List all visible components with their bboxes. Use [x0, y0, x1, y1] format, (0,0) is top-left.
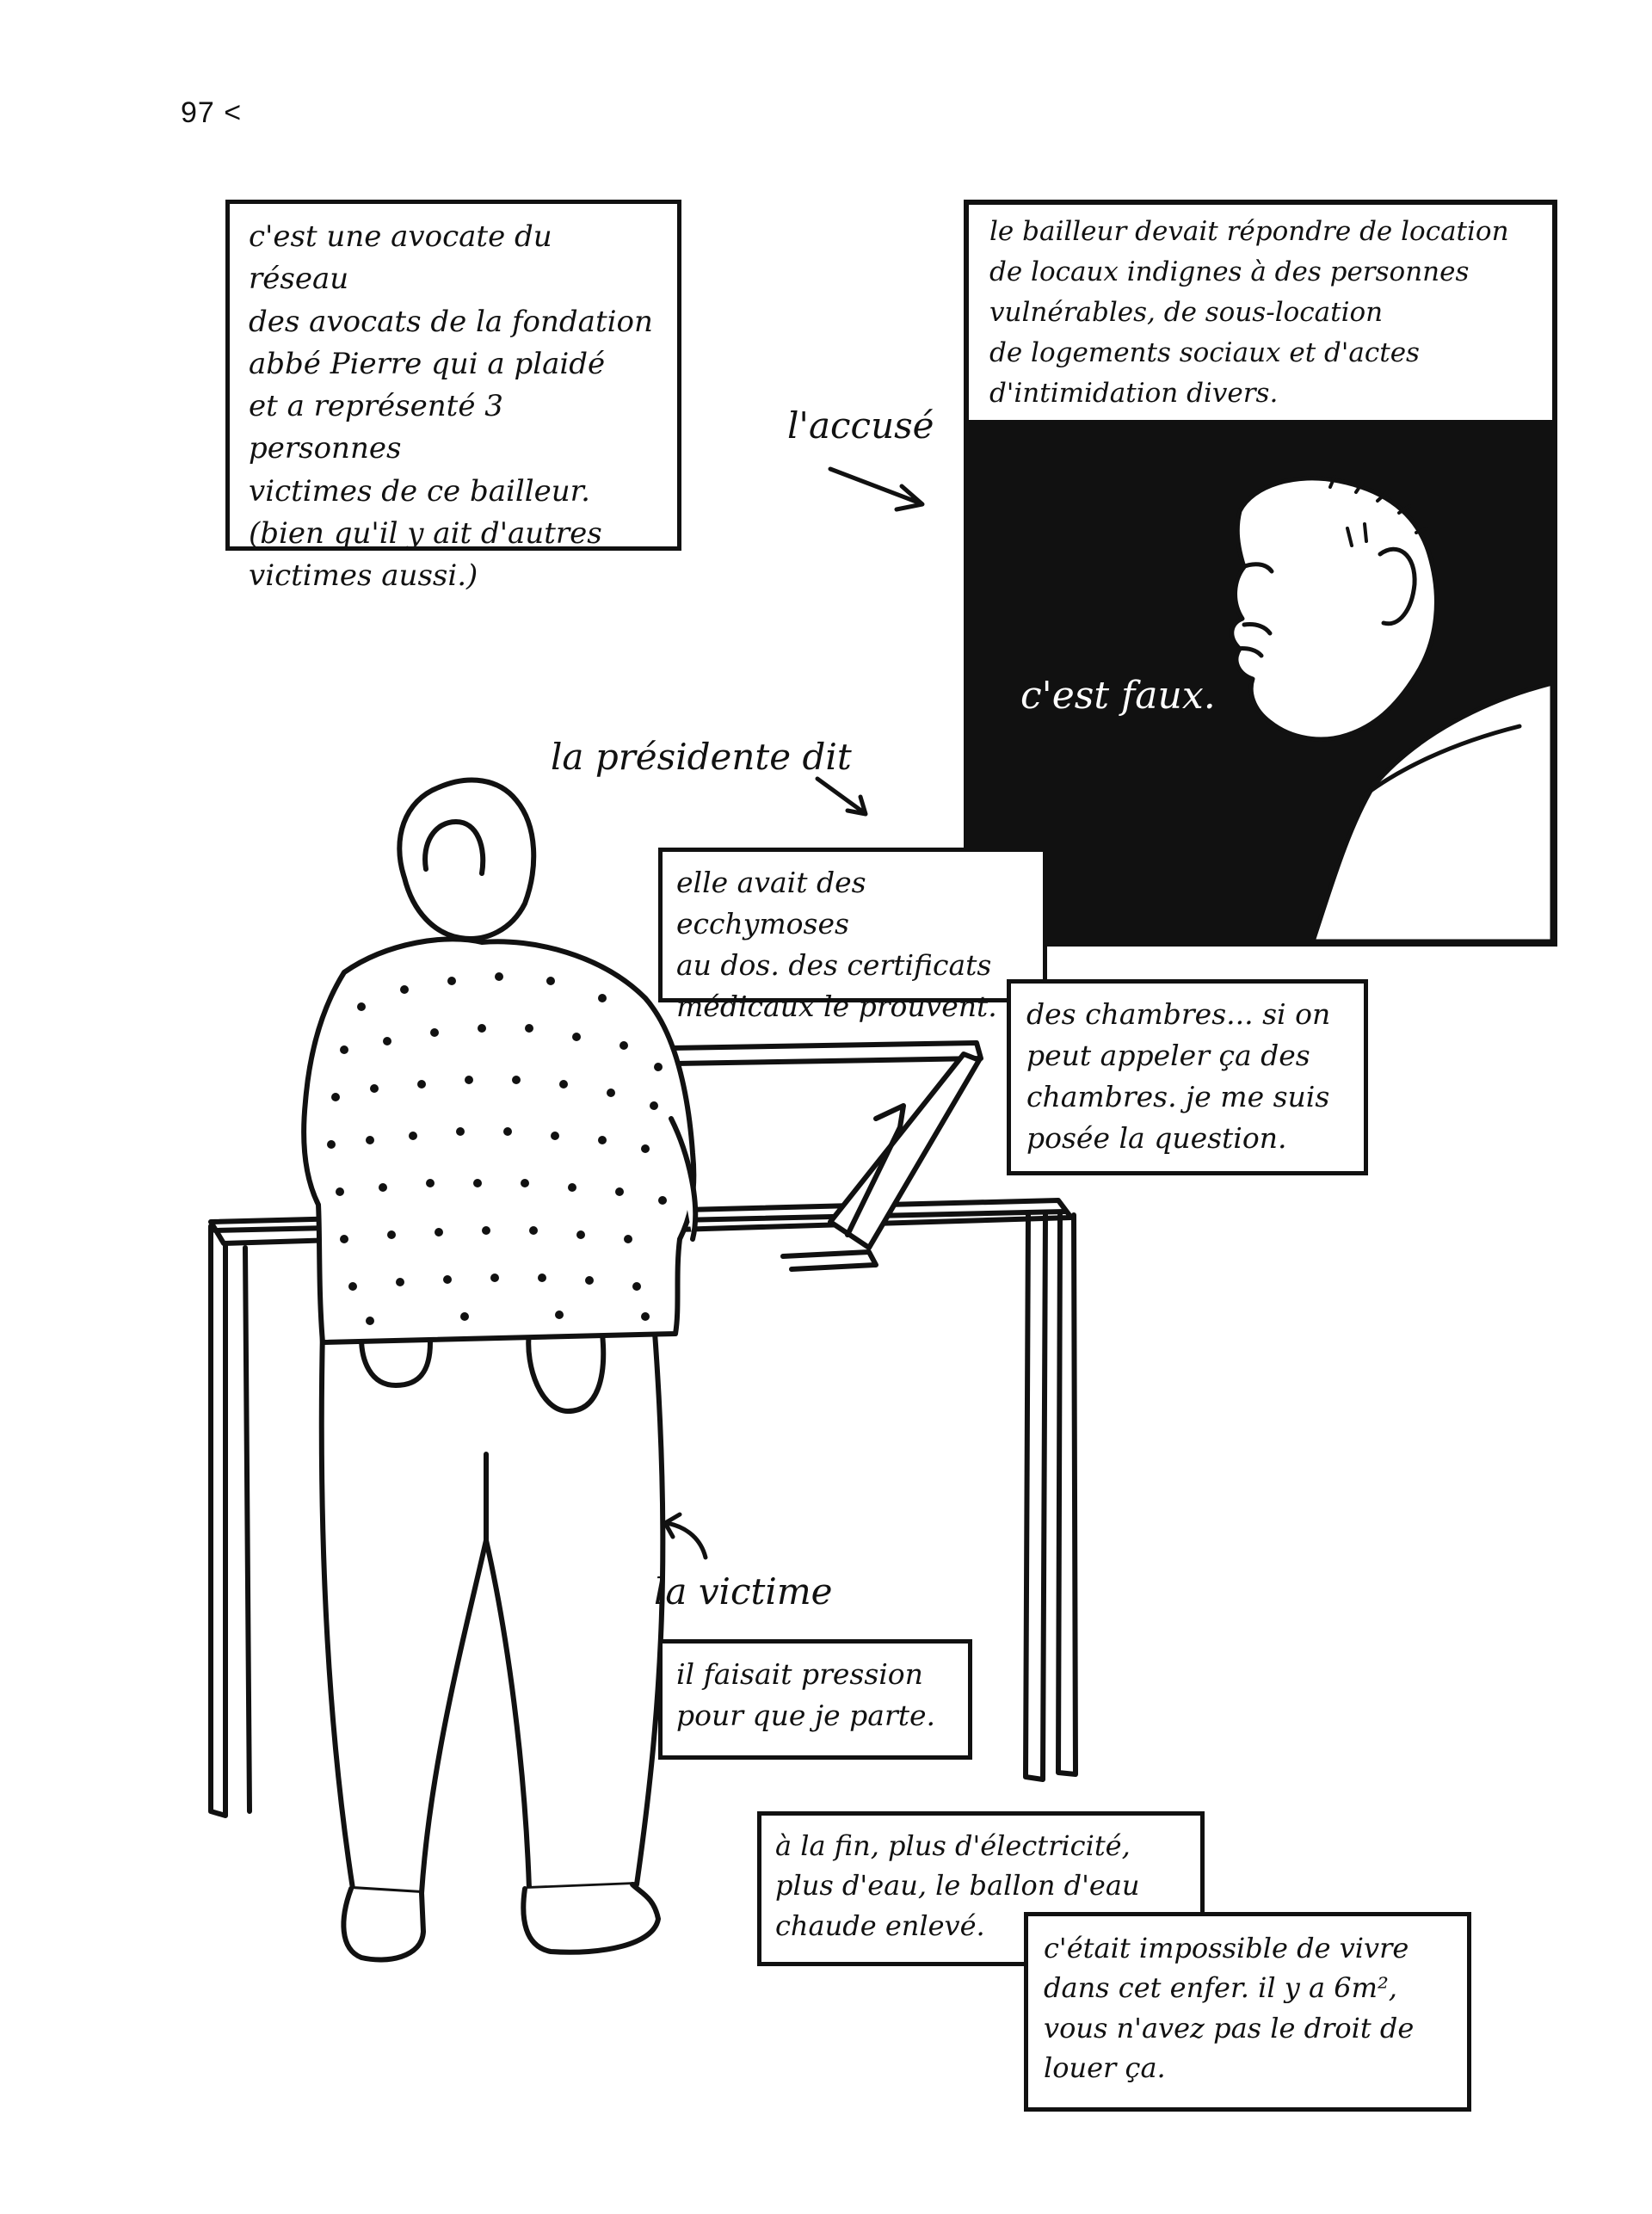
page-number: 97 < — [181, 96, 243, 129]
label-victime: la victime — [654, 1570, 833, 1613]
arrow-accuse — [830, 469, 922, 509]
arrow-presidente — [817, 779, 866, 814]
caption-enfer-text: c'était impossible de vivre dans cet enfer. il y a 6m², vous n'avez pas le droit de louer ça. — [1044, 1932, 1415, 2085]
caption-lawyer-text: c'est une avocate du réseau des avocats de la fondation abbé Pierre qui a plaidé et a représenté 3 personnes victimes de ce bailleur. (bien qu'il y ait d'autres victimes aussi.) — [249, 219, 653, 594]
arrow-victime — [665, 1514, 706, 1557]
caption-enfer — [1024, 1912, 1471, 2112]
caption-pression — [658, 1639, 972, 1760]
caption-pression-text: il faisait pression pour que je parte. — [676, 1657, 936, 1732]
caption-chambres — [1007, 979, 1368, 1175]
caption-charges — [969, 205, 1552, 425]
accused-panel — [964, 200, 1557, 947]
caption-charges-text: le bailleur devait répondre de location de locaux indignes à des personnes vulnérables, de sous-location de logements sociaux et d'actes d'intimidation divers. — [989, 216, 1509, 410]
caption-ecchymoses-text: elle avait des ecchymoses au dos. des certificats médicaux le prouvent. — [676, 866, 997, 1023]
label-accuse: l'accusé — [787, 404, 934, 447]
speech-faux: c'est faux. — [1020, 674, 1216, 718]
caption-lawyer — [225, 200, 681, 594]
caption-ecchymoses — [658, 848, 1047, 1023]
caption-chambres-text: des chambres... si on peut appeler ça des chambres. je me suis posée la question. — [1026, 997, 1331, 1155]
label-presidente: la présidente dit — [551, 736, 852, 778]
caption-fin-text: à la fin, plus d'électricité, plus d'eau, le ballon d'eau chaude enlevé. — [775, 1829, 1140, 1942]
